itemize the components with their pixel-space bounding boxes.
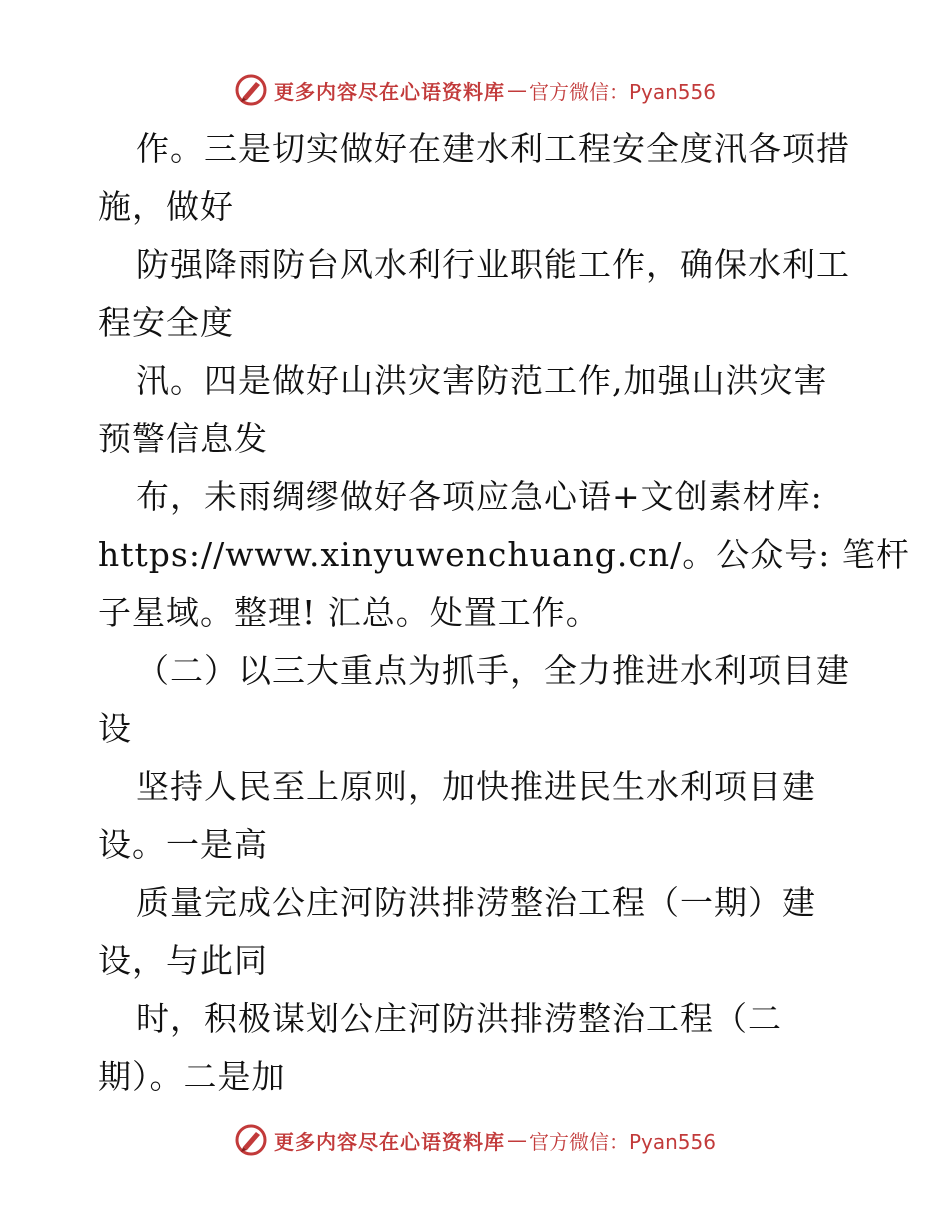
text-line: 时，积极谋划公庄河防洪排涝整治工程（二 bbox=[136, 999, 782, 1038]
watermark-wechat: 官方微信：Pyan556 bbox=[528, 1129, 716, 1154]
header-watermark bbox=[0, 70, 950, 110]
text-line: 设。一是高 bbox=[98, 825, 268, 864]
text-line: 作。三是切实做好在建水利工程安全度汛各项措 bbox=[136, 129, 850, 168]
watermark-dash: — bbox=[506, 78, 527, 102]
text-line: 施，做好 bbox=[98, 187, 234, 226]
watermark-text: 更多内容尽在心语资料库 bbox=[273, 1129, 505, 1154]
watermark-text: 更多内容尽在心语资料库 bbox=[273, 79, 505, 104]
pen-logo-icon bbox=[234, 1123, 268, 1157]
text-line-url: https://www.xinyuwenchuang.cn/。公众号: 笔杆 bbox=[98, 535, 910, 574]
watermark-dash: — bbox=[506, 1128, 527, 1152]
text-line: 汛。四是做好山洪灾害防范工作,加强山洪灾害 bbox=[136, 361, 828, 400]
text-line: 防强降雨防台风水利行业职能工作，确保水利工 bbox=[136, 245, 850, 284]
text-line: 坚持人民至上原则，加快推进民生水利项目建 bbox=[136, 767, 816, 806]
text-line: 期）。二是加 bbox=[98, 1057, 286, 1096]
text-line: 设，与此同 bbox=[98, 941, 268, 980]
pen-logo-icon bbox=[234, 73, 268, 107]
watermark-wechat: 官方微信：Pyan556 bbox=[528, 79, 716, 104]
section-heading: （二）以三大重点为抓手，全力推进水利项目建 bbox=[136, 651, 850, 690]
footer-watermark bbox=[0, 1120, 950, 1160]
text-line: 预警信息发 bbox=[98, 419, 268, 458]
text-line: 布，未雨绸缪做好各项应急心语+文创素材库: bbox=[136, 477, 823, 516]
text-line: 质量完成公庄河防洪排涝整治工程（一期）建 bbox=[136, 883, 816, 922]
text-line: 子星域。整理! 汇总。处置工作。 bbox=[98, 593, 600, 632]
text-line: 设 bbox=[98, 709, 132, 748]
body-text bbox=[98, 120, 910, 1106]
text-line: 程安全度 bbox=[98, 303, 234, 342]
